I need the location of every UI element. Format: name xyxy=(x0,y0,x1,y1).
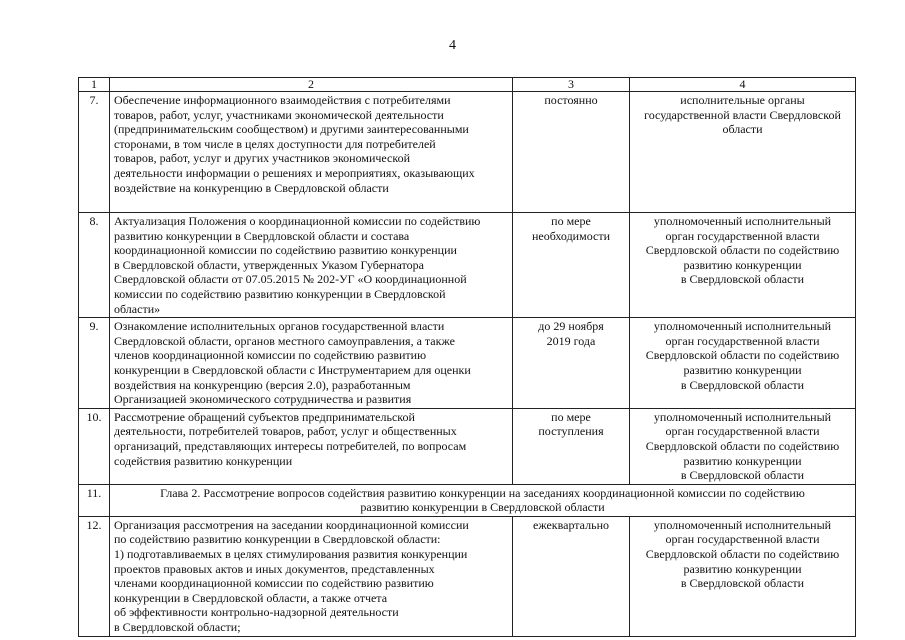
table-row xyxy=(79,408,856,484)
measure-executor: уполномоченный исполнительный орган государственной власти Свердловской области по содействию развитию конкуренции в Свердловской области xyxy=(630,318,856,409)
measure-executor: уполномоченный исполнительный орган государственной власти Свердловской области по содействию развитию конкуренции в Свердловской области xyxy=(630,516,856,636)
chapter-heading: Глава 2. Рассмотрение вопросов содействия развитию конкуренции на заседаниях координационной комиссии по содействию развитию конкуренции в Свердловской области xyxy=(110,484,856,516)
measure-description: Ознакомление исполнительных органов государственной власти Свердловской области, органов местного самоуправления, а также членов координационной комиссии по содействию развитию конкуренции в Свердловской области с Инструментарием для оценки воздействия на конкуренцию (версия 2.0), разработанным Организацией экономического сотрудничества и развития xyxy=(110,318,513,409)
measure-term: по мере поступления xyxy=(513,408,630,484)
column-header: 3 xyxy=(513,78,630,92)
column-header: 2 xyxy=(110,78,513,92)
measure-term: до 29 ноября 2019 года xyxy=(513,318,630,409)
row-number: 7. xyxy=(79,92,110,213)
page-number: 4 xyxy=(449,38,456,53)
table-row xyxy=(79,92,856,213)
measures-table xyxy=(78,77,856,637)
table-row xyxy=(79,516,856,636)
table-row xyxy=(79,213,856,318)
column-header: 4 xyxy=(630,78,856,92)
row-number: 8. xyxy=(79,213,110,318)
measure-description: Обеспечение информационного взаимодействия с потребителями товаров, работ, услуг, участниками экономической деятельности (предпринимательским сообществом) и другими заинтересованными сторонами, в том числе в целях доступности для потребителей товаров, работ, услуг и других участников экономической деятельности информации о решениях и мероприятиях, оказывающих воздействие на конкуренцию в Свердловской области xyxy=(110,92,513,213)
row-number: 9. xyxy=(79,318,110,409)
measure-description: Рассмотрение обращений субъектов предпринимательской деятельности, потребителей товаров, работ, услуг и общественных организаций, представляющих интересы потребителей, по вопросам содействия развитию конкуренции xyxy=(110,408,513,484)
row-number: 10. xyxy=(79,408,110,484)
measure-description: Организация рассмотрения на заседании координационной комиссии по содействию развитию конкуренции в Свердловской области: 1) подготавливаемых в целях стимулирования развития конкуренции проектов правовых актов и иных документов, представленных членами координационной комиссии по содействию развитию конкуренции в Свердловской области, а также отчета об эффективности контрольно-надзорной деятельности в Свердловской области; xyxy=(110,516,513,636)
chapter-row xyxy=(79,484,856,516)
table-row xyxy=(79,318,856,409)
row-number: 11. xyxy=(79,484,110,516)
measure-executor: исполнительные органы государственной власти Свердловской области xyxy=(630,92,856,213)
measure-executor: уполномоченный исполнительный орган государственной власти Свердловской области по содействию развитию конкуренции в Свердловской области xyxy=(630,408,856,484)
table-header-row xyxy=(79,78,856,92)
row-number: 12. xyxy=(79,516,110,636)
measure-term: ежеквартально xyxy=(513,516,630,636)
column-header: 1 xyxy=(79,78,110,92)
measure-executor: уполномоченный исполнительный орган государственной власти Свердловской области по содействию развитию конкуренции в Свердловской области xyxy=(630,213,856,318)
measure-description: Актуализация Положения о координационной комиссии по содействию развитию конкуренции в Свердловской области и состава координационной комиссии по содействию развитию конкуренции в Свердловской области, утвержденных Указом Губернатора Свердловской области от 07.05.2015 № 202-УГ «О координационной комиссии по содействию развитию конкуренции в Свердловской области» xyxy=(110,213,513,318)
measure-term: по мере необходимости xyxy=(513,213,630,318)
measure-term: постоянно xyxy=(513,92,630,213)
